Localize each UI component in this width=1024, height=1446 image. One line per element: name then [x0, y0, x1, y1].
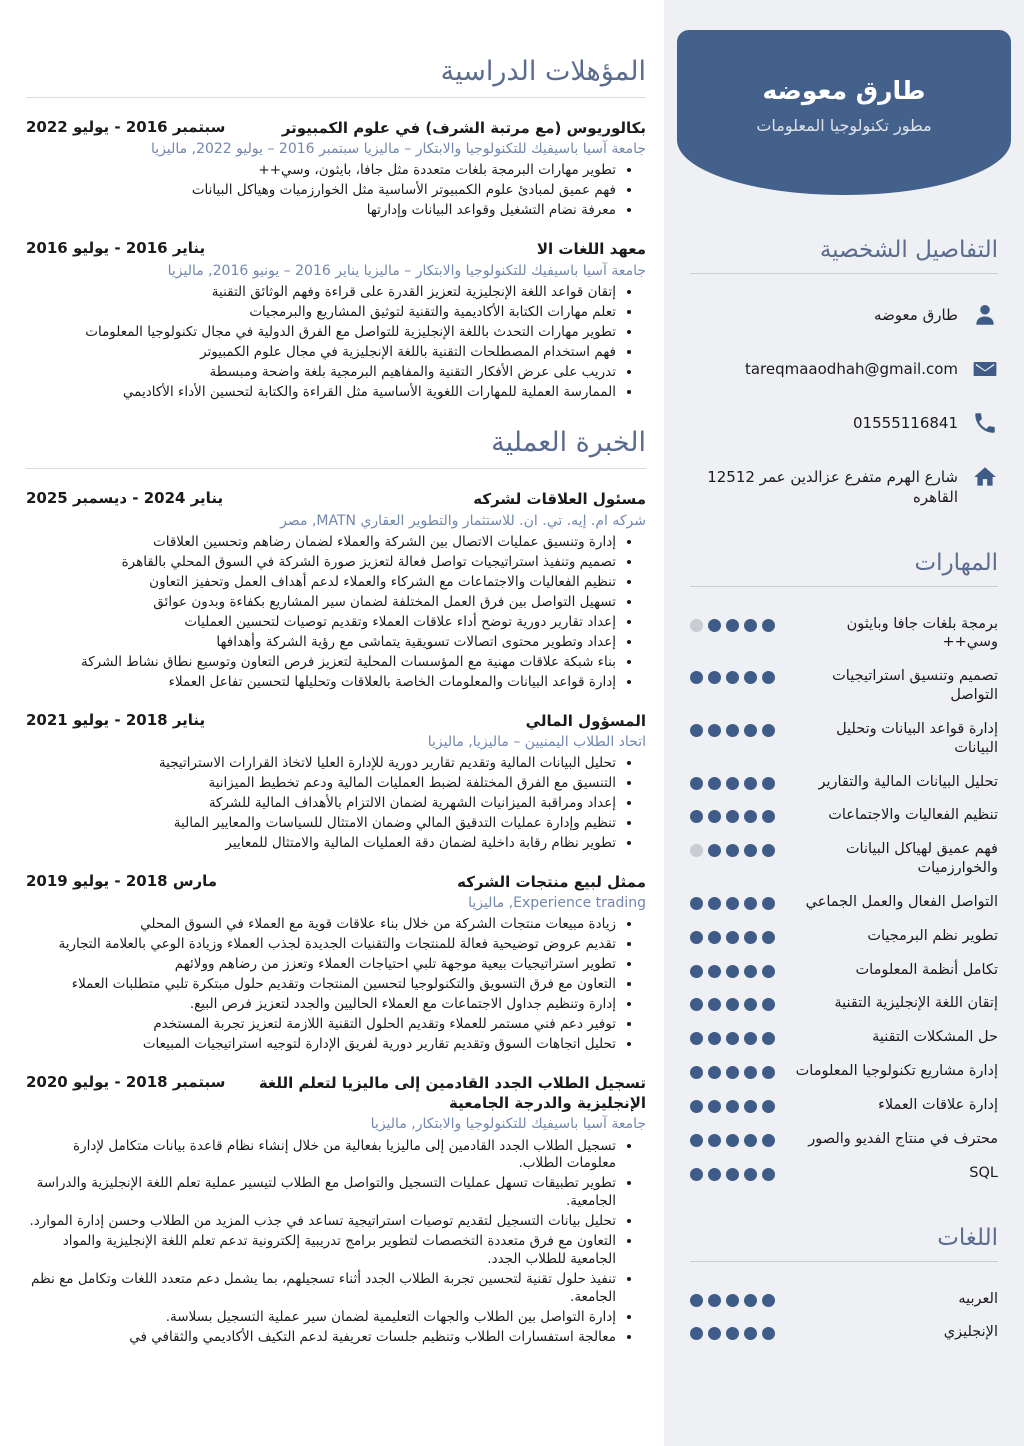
entry-bullets — [26, 162, 646, 220]
language-item — [690, 1290, 998, 1309]
entry-subtitle: Experience trading, ماليزيا — [468, 894, 646, 911]
entry-bullets — [26, 1138, 646, 1347]
rating-dot-filled — [726, 998, 739, 1011]
rating-dot-filled — [744, 724, 757, 737]
entry-title: المسؤول المالي — [525, 711, 646, 730]
entry-header — [26, 711, 646, 731]
bullet-item: • إعداد ومراقبة الميزانيات الشهرية لضمان الالتزام بالأهداف المالية للشركة — [26, 795, 616, 813]
rating-dot-filled — [744, 1168, 757, 1181]
rating-dot-filled — [744, 844, 757, 857]
rating-dot-filled — [744, 1100, 757, 1113]
entry-bullets — [26, 534, 646, 692]
language-label: الإنجليزي — [943, 1324, 998, 1341]
rating-dot-filled — [690, 965, 703, 978]
detail-item — [690, 464, 998, 508]
bullet-item: • معرفة نضام التشغيل وقواعد البيانات وإدارتها — [26, 202, 616, 220]
skill-item — [690, 773, 998, 792]
detail-text: tareqmaaodhah@gmail.com — [744, 360, 958, 378]
rating-dots — [690, 1130, 775, 1147]
rating-dot-filled — [690, 897, 703, 910]
email-icon — [972, 356, 998, 382]
rating-dot-filled — [744, 931, 757, 944]
divider — [690, 273, 998, 274]
skills-section — [664, 550, 1024, 1183]
rating-dot-filled — [726, 1066, 739, 1079]
rating-dot-filled — [744, 777, 757, 790]
rating-dot-filled — [690, 1100, 703, 1113]
rating-dot-filled — [744, 810, 757, 823]
rating-dots — [690, 1323, 775, 1340]
entry-header — [26, 118, 646, 138]
rating-dot-filled — [762, 1294, 775, 1307]
entry-header — [26, 489, 646, 509]
skill-label: تنظيم الفعاليات والاجتماعات — [828, 807, 998, 824]
entry-subtitle: جامعة آسيا باسيفيك للتكنولوجيا والابتكار – ماليزيا يناير 2016 – يونيو 2016, ماليزيا — [167, 262, 646, 279]
resume-entry — [26, 489, 646, 691]
rating-dot-filled — [762, 810, 775, 823]
rating-dot-empty — [690, 844, 703, 857]
personal-details-heading: التفاصيل الشخصية — [819, 237, 998, 263]
bullet-item: • تنظيم وإدارة عمليات التدقيق المالي وضمان الامتثال للسياسات والمعايير المالية — [26, 815, 616, 833]
entry-title: تسجيل الطلاب الجدد القادمين إلى ماليزيا لتعلم اللغة الإنجليزية والدرجة الجامعية — [258, 1073, 646, 1113]
experience-section — [26, 427, 646, 1347]
divider — [690, 586, 998, 587]
entry-bullets — [26, 916, 646, 1054]
home-icon — [972, 464, 998, 490]
bullet-item: • تسجيل الطلاب الجدد القادمين إلى ماليزيا بفعالية من خلال إنشاء نظام قاعدة بيانات متكامل لإدارة معلومات الطلاب. — [26, 1138, 616, 1174]
bullet-item: • تسهيل التواصل بين فرق العمل المختلفة لضمان سير المشاريع بكفاءة وبدون عوائق — [26, 594, 616, 612]
profile-name: طارق معوضه — [762, 76, 926, 105]
entry-date: يناير 2016 - يوليو 2016 — [26, 239, 206, 258]
bullet-item: • إدارة وتنسيق عمليات الاتصال بين الشركة والعملاء لضمان رضاهم وتحسين العلاقات — [26, 534, 616, 552]
resume-entry — [26, 239, 646, 401]
entry-header — [26, 1073, 646, 1114]
divider — [26, 468, 646, 469]
rating-dots — [690, 893, 775, 910]
sidebar — [664, 0, 1024, 1446]
rating-dot-filled — [708, 671, 721, 684]
rating-dot-filled — [708, 965, 721, 978]
entry-bullets — [26, 755, 646, 853]
rating-dot-filled — [762, 671, 775, 684]
divider — [690, 1261, 998, 1262]
skill-label: تحليل البيانات المالية والتقارير — [818, 773, 998, 790]
rating-dot-filled — [762, 1100, 775, 1113]
resume-entry — [26, 118, 646, 220]
entry-subtitle: جامعة آسيا باسيفيك للتكنولوجيا والابتكار, ماليزيا — [370, 1116, 646, 1133]
bullet-item: • فهم عميق لمبادئ علوم الكمبيوتر الأساسية مثل الخوارزميات وهياكل البيانات — [26, 182, 616, 200]
rating-dot-filled — [744, 897, 757, 910]
rating-dot-filled — [708, 1100, 721, 1113]
education-heading: المؤهلات الدراسية — [440, 56, 646, 87]
skills-heading: المهارات — [914, 549, 998, 576]
rating-dot-filled — [708, 619, 721, 632]
resume-entry — [26, 872, 646, 1054]
skill-label: برمجة بلغات جافا وبايثون وسي++ — [846, 615, 998, 651]
rating-dot-filled — [690, 724, 703, 737]
skill-label: تكامل أنظمة المعلومات — [855, 961, 998, 978]
bullet-item: • إتقان قواعد اللغة الإنجليزية لتعزيز القدرة على قراءة وفهم الوثائق التقنية — [26, 284, 616, 302]
entry-date: سبتمبر 2016 - يوليو 2022 — [26, 118, 226, 136]
detail-text: 01555116841 — [853, 414, 958, 432]
rating-dots — [690, 961, 775, 978]
bullet-item: • تدريب على عرض الأفكار التقنية والمفاهيم البرمجية بلغة واضحة ومبسطة — [26, 364, 616, 382]
rating-dots — [690, 927, 775, 944]
languages-list — [690, 1290, 998, 1343]
rating-dot-filled — [708, 1168, 721, 1181]
bullet-item: • إدارة التواصل بين الطلاب والجهات التعليمية لضمان سير عملية التسجيل بسلاسة. — [26, 1309, 616, 1327]
rating-dot-filled — [726, 965, 739, 978]
bullet-item: • إدارة قواعد البيانات والمعلومات الخاصة بالعلاقات وتحليلها لتحسين تفاعل العملاء — [26, 674, 616, 692]
entry-subtitle: اتحاد الطلاب اليمنيين – ماليزيا, ماليزيا — [427, 733, 646, 750]
rating-dots — [690, 1290, 775, 1307]
rating-dot-filled — [744, 1032, 757, 1045]
skill-label: فهم عميق لهياكل البيانات والخوارزميات — [845, 841, 998, 877]
detail-text: طارق معوضه — [874, 306, 958, 324]
detail-item — [690, 302, 998, 328]
rating-dot-filled — [708, 897, 721, 910]
rating-dot-filled — [762, 1066, 775, 1079]
bullet-item: • تحليل اتجاهات السوق وتقديم تقارير دورية لفريق الإدارة لتوجيه استراتيجيات المبيعات — [26, 1036, 616, 1054]
rating-dot-filled — [744, 965, 757, 978]
phone-icon — [972, 410, 998, 436]
rating-dot-filled — [708, 810, 721, 823]
rating-dot-filled — [708, 1327, 721, 1340]
rating-dot-filled — [726, 777, 739, 790]
skill-item — [690, 961, 998, 980]
languages-section — [664, 1225, 1024, 1343]
rating-dot-filled — [726, 1327, 739, 1340]
personal-details-list — [690, 302, 998, 508]
rating-dots — [690, 773, 775, 790]
rating-dot-filled — [690, 810, 703, 823]
detail-item — [690, 356, 998, 382]
rating-dots — [690, 667, 775, 684]
rating-dot-filled — [690, 1327, 703, 1340]
bullet-item: • فهم استخدام المصطلحات التقنية باللغة الإنجليزية في مجال علوم الكمبيوتر — [26, 344, 616, 362]
rating-dot-filled — [690, 1294, 703, 1307]
resume-entry — [26, 711, 646, 853]
rating-dot-filled — [690, 1168, 703, 1181]
rating-dot-filled — [726, 1168, 739, 1181]
bullet-item: • بناء شبكة علاقات مهنية مع المؤسسات المحلية لتعزيز فرص التعاون وتوسيع نطاق نشاط الشركة — [26, 654, 616, 672]
rating-dot-filled — [762, 931, 775, 944]
skill-label: التواصل الفعال والعمل الجماعي — [805, 893, 998, 910]
rating-dot-filled — [690, 998, 703, 1011]
skill-item — [690, 1028, 998, 1047]
entry-subtitle: جامعة آسيا باسيفيك للتكنولوجيا والابتكار – ماليزيا سبتمبر 2016 – يوليو 2022, ماليزيا — [151, 141, 646, 158]
bullet-item: • التعاون مع فرق التسويق والتكنولوجيا لتحسين المنتجات وتقديم حلول مبتكرة تلبي متطلبات العملاء — [26, 976, 616, 994]
rating-dot-filled — [708, 931, 721, 944]
education-section — [26, 56, 646, 401]
bullet-item: • تعلم مهارات الكتابة الأكاديمية والتقنية لتوثيق المشاريع والبرمجيات — [26, 304, 616, 322]
entry-header — [26, 239, 646, 259]
bullet-item: • معالجة استفسارات الطلاب وتنظيم جلسات تعريفية لدعم التكيف الأكاديمي والثقافي في — [26, 1329, 616, 1347]
rating-dot-filled — [762, 965, 775, 978]
language-label: العربيه — [958, 1290, 998, 1307]
rating-dot-filled — [708, 844, 721, 857]
bullet-item: • تطوير مهارات البرمجة بلغات متعددة مثل جافا، بايثون، وسي++ — [26, 162, 616, 180]
rating-dot-filled — [744, 619, 757, 632]
profile-job-title: مطور تكنولوجيا المعلومات — [756, 116, 932, 135]
rating-dot-filled — [708, 998, 721, 1011]
skill-label: SQL — [969, 1164, 998, 1181]
skill-item — [690, 806, 998, 825]
bullet-item: • التنسيق مع الفرق المختلفة لضبط العمليات المالية ودعم تخطيط الميزانية — [26, 775, 616, 793]
rating-dot-filled — [762, 1168, 775, 1181]
rating-dot-filled — [708, 1032, 721, 1045]
skill-label: إدارة علاقات العملاء — [878, 1097, 998, 1113]
skill-label: إدارة قواعد البيانات وتحليل البيانات — [836, 720, 998, 756]
entry-bullets — [26, 284, 646, 402]
skill-label: حل المشكلات التقنية — [872, 1029, 998, 1046]
bullet-item: • الممارسة العملية للمهارات اللغوية الأساسية مثل القراءة والكتابة لتحسين الأداء الأكاديمي — [26, 384, 616, 402]
rating-dots — [690, 1096, 775, 1113]
rating-dot-filled — [726, 1294, 739, 1307]
entry-title: معهد اللغات الا — [536, 240, 646, 259]
entry-header — [26, 872, 646, 892]
bullet-item: • إعداد تقارير دورية توضح أداء علاقات العملاء وتقديم توصيات لتحسين العمليات — [26, 614, 616, 632]
profile-header-card — [677, 30, 1011, 195]
rating-dot-filled — [762, 1327, 775, 1340]
rating-dot-filled — [762, 777, 775, 790]
rating-dot-filled — [726, 1100, 739, 1113]
personal-details-section — [664, 237, 1024, 508]
rating-dot-filled — [690, 1066, 703, 1079]
rating-dot-empty — [690, 619, 703, 632]
rating-dot-filled — [744, 1066, 757, 1079]
rating-dot-filled — [690, 777, 703, 790]
bullet-item: • تحليل البيانات المالية وتقديم تقارير دورية للإدارة العليا لاتخاذ القرارات الاستراتيجية — [26, 755, 616, 773]
entry-title: مسئول العلاقات لشركه — [473, 490, 646, 509]
rating-dot-filled — [762, 1134, 775, 1147]
entry-date: يناير 2024 - ديسمبر 2025 — [26, 489, 224, 508]
rating-dot-filled — [690, 931, 703, 944]
rating-dot-filled — [690, 671, 703, 684]
skill-item — [690, 1062, 998, 1081]
detail-item — [690, 410, 998, 436]
skill-label: تطوير نظم البرمجيات — [867, 927, 998, 944]
rating-dots — [690, 994, 775, 1011]
rating-dot-filled — [762, 844, 775, 857]
rating-dot-filled — [744, 998, 757, 1011]
bullet-item: • تقديم عروض توضيحية فعالة للمنتجات والتقنيات الجديدة لجذب العملاء وزيادة الوعي بالعلامة التجارية — [26, 936, 616, 954]
rating-dot-filled — [708, 724, 721, 737]
rating-dot-filled — [726, 931, 739, 944]
experience-heading: الخبرة العملية — [491, 427, 646, 459]
entry-date: مارس 2018 - يوليو 2019 — [26, 871, 218, 890]
rating-dots — [690, 840, 775, 857]
bullet-item: • تنظيم الفعاليات والاجتماعات مع الشركاء والعملاء لدعم أهداف العمل وتحفيز التعاون — [26, 574, 616, 592]
skill-item — [690, 927, 998, 946]
bullet-item: • تحليل بيانات التسجيل لتقديم توصيات استراتيجية تساعد في جذب المزيد من الطلاب وحسن إدارة الموارد. — [26, 1213, 616, 1231]
bullet-item: • تطوير استراتيجيات بيعية موجهة تلبي احتياجات العملاء وتعزز من رضاهم وولائهم — [26, 956, 616, 974]
rating-dots — [690, 1164, 775, 1181]
rating-dot-filled — [726, 619, 739, 632]
rating-dot-filled — [726, 671, 739, 684]
bullet-item: • تنفيذ حلول تقنية لتحسين تجربة الطلاب الجدد أثناء تسجيلهم، بما يشمل دعم متعدد اللغات وتكامل مع نظم الجامعة. — [26, 1271, 616, 1307]
skill-label: محترف في منتاج الفديو والصور — [808, 1130, 998, 1147]
detail-text: شارع الهرم متفرع عزالدين عمر 12512 القاهره — [707, 468, 958, 507]
bullet-item: • زيادة مبيعات منتجات الشركة من خلال بناء علاقات قوية مع العملاء في السوق المحلي — [26, 916, 616, 934]
person-icon — [972, 302, 998, 328]
skill-label: إدارة مشاريع تكنولوجيا المعلومات — [795, 1063, 998, 1080]
skill-label: إتقان اللغة الإنجليزية التقنية — [834, 995, 998, 1012]
rating-dot-filled — [726, 1032, 739, 1045]
skill-item — [690, 720, 998, 758]
rating-dot-filled — [744, 1294, 757, 1307]
rating-dot-filled — [762, 724, 775, 737]
rating-dot-filled — [744, 1134, 757, 1147]
bullet-item: • تطوير نظام رقابة داخلية لضمان دقة العمليات المالية والامتثال للمعايير — [26, 835, 616, 853]
bullet-item: • التعاون مع فرق متعددة التخصصات لتطوير برامج تدريبية إلكترونية تدعم تعلم اللغة الإنجليزية والمواد الجامعية للطلاب الجدد. — [26, 1233, 616, 1269]
resume-entry — [26, 1073, 646, 1347]
skill-item — [690, 994, 998, 1013]
languages-heading: اللغات — [937, 1224, 998, 1251]
rating-dots — [690, 806, 775, 823]
bullet-item: • إعداد وتطوير محتوى اتصالات تسويقية يتماشى مع رؤية الشركة وأهدافها — [26, 634, 616, 652]
rating-dot-filled — [708, 1294, 721, 1307]
entry-date: سبتمبر 2018 - يوليو 2020 — [26, 1072, 226, 1091]
skill-item — [690, 1096, 998, 1115]
skills-list — [690, 615, 998, 1183]
rating-dot-filled — [744, 1327, 757, 1340]
language-item — [690, 1323, 998, 1342]
bullet-item: • تطوير مهارات التحدث باللغة الإنجليزية للتواصل مع الفرق الدولية في مجال تكنولوجيا المعلومات — [26, 324, 616, 342]
rating-dot-filled — [762, 897, 775, 910]
rating-dot-filled — [690, 1032, 703, 1045]
rating-dot-filled — [762, 1032, 775, 1045]
rating-dot-filled — [762, 998, 775, 1011]
bullet-item: • تصميم وتنفيذ استراتيجيات تواصل فعالة لتعزيز صورة الشركة في السوق المحلي بالقاهرة — [26, 554, 616, 572]
rating-dots — [690, 1062, 775, 1079]
rating-dot-filled — [726, 724, 739, 737]
divider — [26, 97, 646, 98]
rating-dot-filled — [690, 1134, 703, 1147]
skill-item — [690, 840, 998, 878]
education-entries — [26, 118, 646, 401]
bullet-item: • توفير دعم فني مستمر للعملاء وتقديم الحلول التقنية اللازمة لتعزيز تجربة المستخدم — [26, 1016, 616, 1034]
skill-label: تصميم وتنسيق استراتيجيات التواصل — [832, 668, 998, 704]
rating-dots — [690, 1028, 775, 1045]
experience-entries — [26, 489, 646, 1347]
rating-dot-filled — [726, 1134, 739, 1147]
rating-dot-filled — [708, 1066, 721, 1079]
rating-dot-filled — [744, 671, 757, 684]
bullet-item: • إدارة وتنظيم جداول الاجتماعات مع العملاء الحاليين والجدد لتعزيز فرص البيع. — [26, 996, 616, 1014]
entry-date: يناير 2018 - يوليو 2021 — [26, 710, 206, 729]
skill-item — [690, 615, 998, 653]
rating-dot-filled — [726, 897, 739, 910]
skill-item — [690, 667, 998, 705]
entry-title: بكالوريوس (مع مرتبة الشرف) في علوم الكمبيوتر — [281, 119, 646, 137]
rating-dot-filled — [708, 1134, 721, 1147]
entry-title: ممثل لبيع منتجات الشركه — [457, 872, 646, 891]
skill-item — [690, 1130, 998, 1149]
rating-dot-filled — [726, 844, 739, 857]
rating-dot-filled — [762, 619, 775, 632]
rating-dots — [690, 720, 775, 737]
rating-dots — [690, 615, 775, 632]
rating-dot-filled — [708, 777, 721, 790]
skill-item — [690, 1164, 998, 1183]
entry-subtitle: شركه ام. إيه. تي. ان. للاستثمار والتطوير العقاري MATN, مصر — [280, 512, 646, 529]
bullet-item: • تطوير تطبيقات تسهل عمليات التسجيل والتواصل مع الطلاب لتيسير عملية تعلم اللغة الإنجليزية والدراسة الجامعية. — [26, 1175, 616, 1211]
rating-dot-filled — [726, 810, 739, 823]
skill-item — [690, 893, 998, 912]
